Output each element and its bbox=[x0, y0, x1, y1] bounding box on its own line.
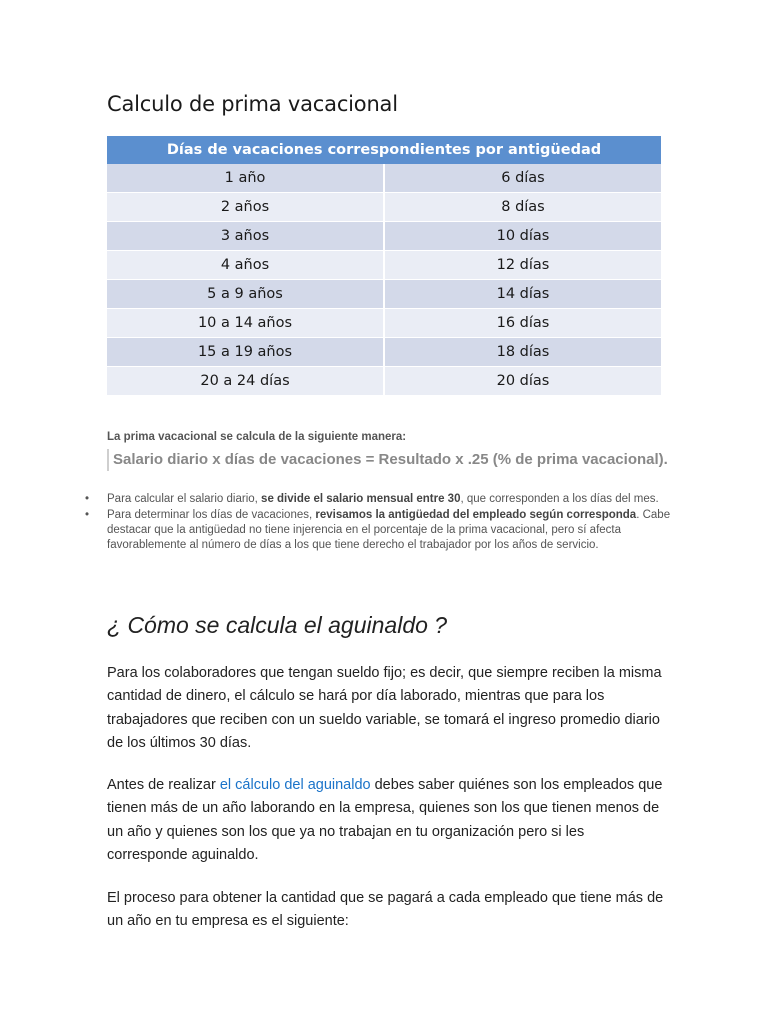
aguinaldo-paragraph-2 bbox=[107, 774, 667, 867]
days-cell: 18 días bbox=[384, 338, 661, 367]
bullet-text-post: . Cabe destacar que la antigüedad no tiene injerencia en el porcentaje de la prima vacacional, pero sí afecta favorablemente al número de días a los que tiene derecho el trabajador por los años de servicio. bbox=[107, 509, 671, 551]
aguinaldo-paragraph-3: El proceso para obtener la cantidad que se pagará a cada empleado que tiene más de un año en tu empresa es el siguiente: bbox=[107, 890, 664, 930]
table-row bbox=[107, 338, 661, 367]
bullet-text-pre: Para calcular el salario diario, bbox=[107, 493, 262, 505]
bullet-text-pre: Para determinar los días de vacaciones, bbox=[107, 509, 316, 521]
list-item bbox=[85, 508, 692, 553]
years-cell: 15 a 19 años bbox=[107, 338, 384, 367]
bullet-icon: • bbox=[85, 493, 90, 505]
years-cell: 3 años bbox=[107, 222, 384, 251]
years-cell: 4 años bbox=[107, 251, 384, 280]
prima-intro-text: La prima vacacional se calcula de la siguiente manera: bbox=[107, 431, 407, 443]
paragraph-text-post: debes saber quiénes son los empleados que tienen más de un año laborando en la empresa, quienes son los que tienen menos de un año y quienes son los que ya no trabajan en tu organización pero si les corresponde aguinaldo. bbox=[107, 777, 663, 863]
years-cell: 1 año bbox=[107, 164, 384, 193]
table-row bbox=[107, 309, 661, 338]
days-cell: 16 días bbox=[384, 309, 661, 338]
paragraph-text-pre: Antes de realizar bbox=[107, 777, 220, 793]
aguinaldo-title: ¿ Cómo se calcula el aguinaldo ? bbox=[107, 612, 448, 638]
years-cell: 20 a 24 días bbox=[107, 367, 384, 396]
years-cell: 10 a 14 años bbox=[107, 309, 384, 338]
days-cell: 14 días bbox=[384, 280, 661, 309]
table-row bbox=[107, 280, 661, 309]
table-row bbox=[107, 251, 661, 280]
table-row bbox=[107, 367, 661, 396]
bullet-text-post: , que corresponden a los días del mes. bbox=[460, 493, 659, 505]
bullet-icon: • bbox=[85, 509, 90, 521]
days-cell: 12 días bbox=[384, 251, 661, 280]
days-cell: 6 días bbox=[384, 164, 661, 193]
table-header: Días de vacaciones correspondientes por antigüedad bbox=[107, 136, 661, 164]
table-row bbox=[107, 193, 661, 222]
bullet-text-bold: se divide el salario mensual entre 30 bbox=[261, 493, 461, 505]
years-cell: 5 a 9 años bbox=[107, 280, 384, 309]
aguinaldo-paragraph-1: Para los colaboradores que tengan sueldo fijo; es decir, que siempre reciben la misma cantidad de dinero, el cálculo se hará por día laborado, mientras que para los trabajadores que reciben con un sueldo variable, se tomará el ingreso promedio diario de los últimos 30 días. bbox=[107, 665, 662, 751]
table-row bbox=[107, 164, 661, 193]
table-row bbox=[107, 222, 661, 251]
prima-formula-quote: Salario diario x días de vacaciones = Resultado x .25 (% de prima vacacional). bbox=[107, 449, 673, 471]
prima-bullet-list bbox=[85, 492, 692, 554]
years-cell: 2 años bbox=[107, 193, 384, 222]
days-cell: 20 días bbox=[384, 367, 661, 396]
days-cell: 10 días bbox=[384, 222, 661, 251]
aguinaldo-calc-link[interactable]: el cálculo del aguinaldo bbox=[219, 777, 371, 793]
vacation-days-table bbox=[107, 136, 661, 396]
days-cell: 8 días bbox=[384, 193, 661, 222]
list-item bbox=[85, 492, 692, 507]
table-header-row bbox=[107, 136, 661, 164]
bullet-text-bold: revisamos la antigüedad del empleado según corresponda bbox=[315, 509, 637, 521]
prima-vacacional-title: Calculo de prima vacacional bbox=[107, 92, 398, 116]
